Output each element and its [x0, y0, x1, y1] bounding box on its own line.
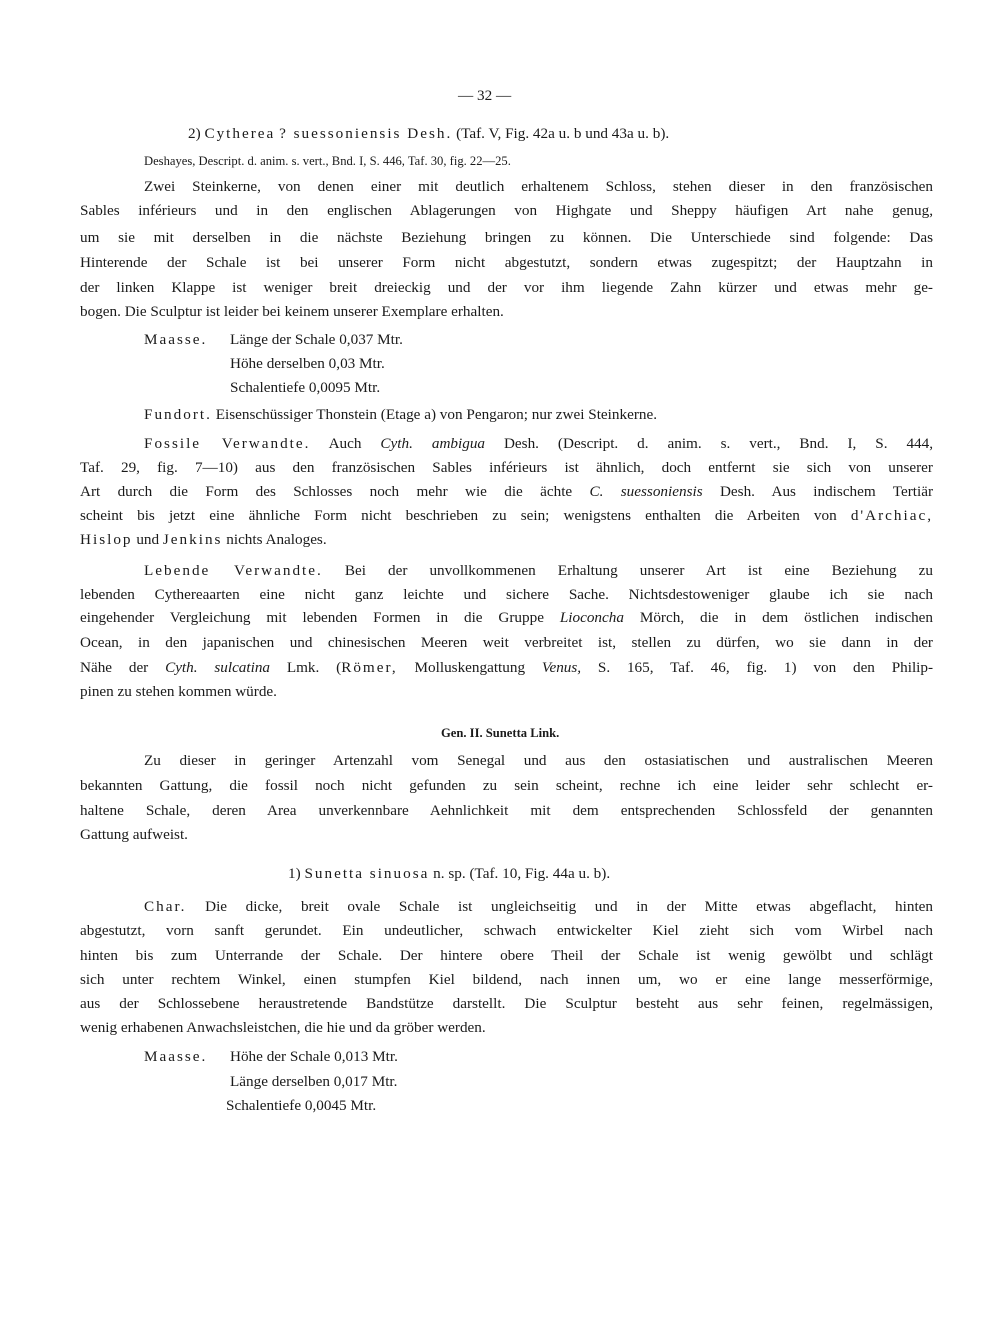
genus-heading: Gen. II. Sunetta Link.	[441, 726, 560, 740]
lebende-taxon: Cyth. sulcatina	[165, 659, 271, 676]
measurement-line: Höhe derselben 0,03 Mtr.	[230, 355, 385, 372]
page-number: — 32 —	[458, 87, 512, 104]
char-line: hinten bis zum Unterrande der Schale. Der hintere obere Theil der Schale ist wenig gewölbt und schlägt	[80, 947, 933, 964]
description-line: Hinterende der Schale ist bei unserer Form nicht abgestutzt, sondern etwas zugespitzt; der Hauptzahn in	[80, 254, 933, 271]
citation: Deshayes, Descript. d. anim. s. vert., Bnd. I, S. 446, Taf. 30, fig. 22—25.	[144, 154, 511, 168]
fossile-taxon: C. suessoniensis	[589, 483, 703, 500]
char-line: wenig erhabenen Anwachsleistchen, die hie und da gröber werden.	[80, 1019, 486, 1036]
lebende-taxon: Lioconcha	[559, 609, 624, 626]
fossile-line	[80, 530, 327, 550]
measurement-line: Länge der Schale 0,037 Mtr.	[230, 331, 403, 348]
fossile-text: Desh. Aus indischem Tertiär	[719, 483, 934, 500]
lebende-text: Mörch, die in dem östlichen indischen	[639, 609, 934, 626]
species-heading	[288, 864, 610, 884]
author-name: Römer,	[341, 659, 398, 676]
char-line: abgestutzt, vorn sanft gerundet. Ein undeutlicher, schwach entwickelter Kiel zieht sich vom Wirbel nach	[80, 922, 933, 939]
fossile-taxon: Cyth. ambigua	[380, 435, 486, 452]
fossile-text: scheint bis jetzt eine ähnliche Form nicht beschrieben zu sein; wenigstens enthalten die Arbeiten von	[80, 507, 837, 524]
description-line: bogen. Die Sculptur ist leider bei keinem unserer Exemplare erhalten.	[80, 303, 504, 320]
fossile-line	[144, 434, 933, 454]
fossile-text: Desh. (Descript. d. anim. s. vert., Bnd. I, S. 444,	[503, 435, 934, 452]
species-heading	[188, 124, 669, 144]
lebende-text: Lmk. (	[286, 659, 342, 676]
lebende-line	[80, 608, 933, 628]
genus-intro-line: bekannten Gattung, die fossil noch nicht gefunden zu sein scheint, rechne ich eine leider sehr schlecht er-	[80, 777, 933, 794]
description-line: um sie mit derselben in die nächste Beziehung bringen zu können. Die Unterschiede sind folgende: Das	[80, 229, 933, 246]
lebende-label: Lebende Verwandte.	[144, 562, 323, 579]
measurement-line: Schalentiefe 0,0045 Mtr.	[226, 1097, 377, 1114]
lebende-text: Molluskengattung	[414, 659, 526, 676]
fundort-line	[144, 405, 657, 425]
lebende-text: S. 165, Taf. 46, fig. 1) von den Philip-	[597, 659, 934, 676]
lebende-line	[144, 561, 933, 581]
fundort-text: Eisenschüssiger Thonstein (Etage a) von Pengaron; nur zwei Steinkerne.	[215, 406, 658, 423]
author-name: Jenkins	[162, 531, 223, 548]
fossile-text: und	[136, 531, 160, 548]
description-line: Sables inférieurs und in den englischen Ablagerungen von Highgate und Sheppy häufigen Art nahe genug,	[80, 202, 933, 219]
measurement-line: Höhe der Schale 0,013 Mtr.	[230, 1048, 398, 1065]
author-name: d'Archiac,	[850, 507, 934, 524]
species-plate-ref: (Taf. V, Fig. 42a u. b und 43a u. b).	[456, 125, 670, 142]
species-author: n. sp.	[433, 865, 466, 882]
species-plate-ref: (Taf. 10, Fig. 44a u. b).	[469, 865, 611, 882]
fossile-text: nichts Analoges.	[226, 531, 327, 548]
char-line: aus der Schlossebene heraustretende Bandstütze darstellt. Die Sculptur besteht aus sehr feinen, regelmässigen,	[80, 995, 933, 1012]
lebende-line: lebenden Cythereaarten eine nicht ganz leichte und sichere Sache. Nichtsdestoweniger glaube ich sie nach	[80, 586, 933, 603]
fossile-label: Fossile Verwandte.	[144, 435, 311, 452]
measurement-line: Schalentiefe 0,0095 Mtr.	[230, 379, 381, 396]
species-epithet: ? suessoniensis Desh.	[279, 125, 453, 142]
description-line: Zwei Steinkerne, von denen einer mit deutlich erhaltenem Schloss, stehen dieser in den französischen	[144, 178, 933, 195]
genus-intro-line: haltene Schale, deren Area unverkennbare Aehnlichkeit mit dem entsprechenden Schlossfeld der genannten	[80, 802, 933, 819]
fossile-text: Auch	[328, 435, 362, 452]
measurement-line: Länge derselben 0,017 Mtr.	[230, 1073, 398, 1090]
fossile-text: Art durch die Form des Schlosses noch mehr wie die ächte	[80, 483, 573, 500]
lebende-text: Bei der unvollkommenen Erhaltung unserer Art ist eine Beziehung zu	[344, 562, 934, 579]
author-name: Hislop	[80, 531, 133, 548]
species-number: 1)	[288, 865, 301, 882]
species-number: 2)	[188, 125, 201, 142]
fossile-line	[80, 506, 933, 526]
genus-intro-line: Gattung aufweist.	[80, 826, 188, 843]
genus-intro-line: Zu dieser in geringer Artenzahl vom Senegal und aus den ostasiatischen und australischen Meeren	[144, 752, 933, 769]
measurements-label: Maasse.	[144, 331, 208, 348]
fossile-line	[80, 482, 933, 502]
char-text: Die dicke, breit ovale Schale ist ungleichseitig und in der Mitte etwas abgeflacht, hinten	[205, 898, 933, 915]
lebende-line: pinen zu stehen kommen würde.	[80, 683, 277, 700]
description-line: der linken Klappe ist weniger breit dreieckig und der vor ihm liegende Zahn kürzer und etwas mehr ge-	[80, 279, 933, 296]
char-line	[144, 897, 933, 917]
char-line: sich unter rechtem Winkel, einen stumpfen Kiel bildend, nach innen um, wo er eine lange messerförmige,	[80, 971, 933, 988]
fundort-label: Fundort.	[144, 406, 212, 423]
char-label: Char.	[144, 898, 187, 915]
lebende-line: Ocean, in den japanischen und chinesischen Meeren weit verbreitet ist, stellen zu dürfen, wo sie dann in der	[80, 634, 933, 651]
species-genus: Cytherea	[204, 125, 276, 142]
lebende-text: Nähe der	[80, 659, 149, 676]
lebende-line	[80, 658, 933, 678]
lebende-text: eingehender Vergleichung mit lebenden Formen in die Gruppe	[80, 609, 544, 626]
measurements-label: Maasse.	[144, 1048, 208, 1065]
species-name: Sunetta sinuosa	[304, 865, 430, 882]
fossile-line: Taf. 29, fig. 7—10) aus den französischen Sables inférieurs ist ähnlich, doch entfernt sie sich von unserer	[80, 459, 933, 476]
lebende-taxon: Venus,	[541, 659, 582, 676]
